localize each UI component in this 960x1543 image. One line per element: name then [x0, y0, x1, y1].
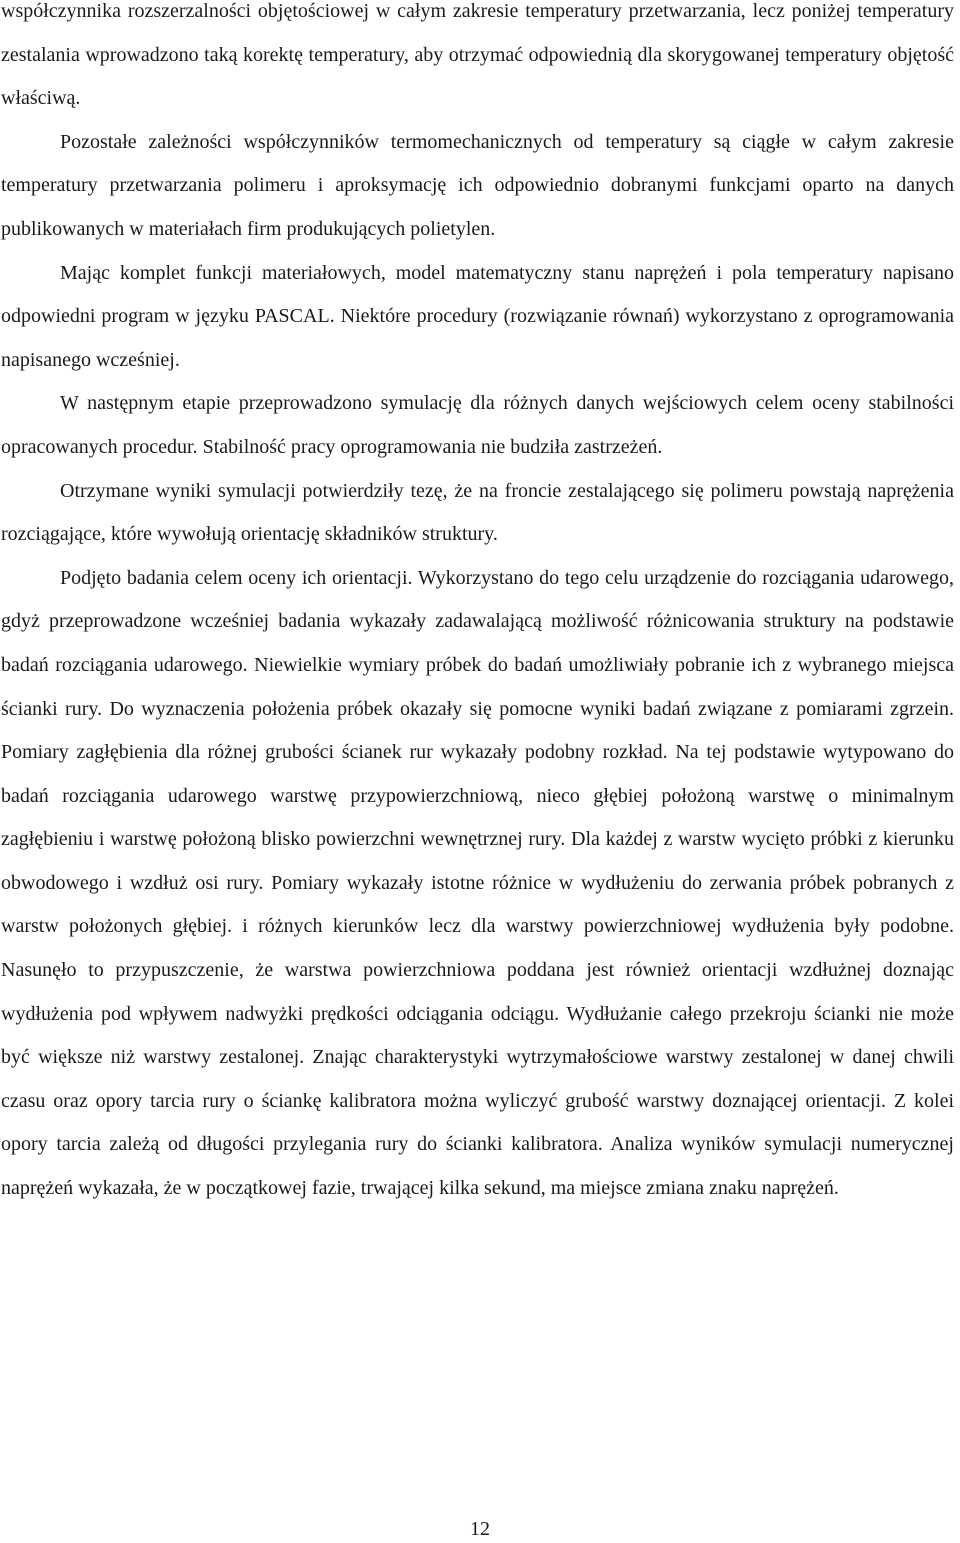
paragraph-simulation-results: Otrzymane wyniki symulacji potwierdziły tezę, że na froncie zestalającego się polimeru powstają naprężenia rozciągające, które wywołują orientację składników struktury. — [1, 479, 954, 546]
paragraph-simulation-stability: W następnym etapie przeprowadzono symulację dla różnych danych wejściowych celem oceny stabilności opracowanych procedur. Stabilność pracy oprogramowania nie budziła zastrzeżeń. — [1, 392, 954, 458]
paragraph-thermomechanical-coefficients: Pozostałe zależności współczynników termomechanicznych od temperatury są ciągłe w całym zakresie temperatury przetwarzania polimeru i aproksymację ich odpowiednio dobranymi funkcjami oparto na danych publikowanych w materiałach firm produkujących polietylen. — [1, 130, 954, 240]
paragraph-pascal-program: Mając komplet funkcji materiałowych, model matematyczny stanu naprężeń i pola temperatury napisano odpowiedni program w języku PASCAL. Niektóre procedury (rozwiązanie równań) wykorzystano z oprogramowania napisanego wcześniej. — [1, 261, 954, 371]
body-text — [1, 0, 954, 1211]
paragraph-orientation-study: Podjęto badania celem oceny ich orientacji. Wykorzystano do tego celu urządzenie do rozciągania udarowego, gdyż przeprowadzone wcześniej badania wykazały zadawalającą możliwość różnicowania struktury na podstawie badań rozciągania udarowego. Niewielkie wymiary próbek do badań umożliwiały pobranie ich z wybranego miejsca ścianki rury. Do wyznaczenia położenia próbek okazały się pomocne wyniki badań związane z pomiarami zgrzein. Pomiary zagłębienia dla różnej grubości ścianek rur wykazały podobny rozkład. Na tej podstawie wytypowano do badań rozciągania udarowego warstwę przypowierzchniową, nieco głębiej położoną warstwę o minimalnym zagłębieniu i warstwę położoną blisko powierzchni wewnętrznej rury. Dla każdej z warstw wycięto próbki z kierunku obwodowego i wzdłuż osi rury. Pomiary wykazały istotne różnice w wydłużeniu do zerwania próbek pobranych z warstw położonych głębiej. i różnych kierunków lecz dla warstwy powierzchniowej wydłużenia były podobne. Nasunęło to przypuszczenie, że warstwa powierzchniowa poddana jest również orientacji wzdłużnej doznając wydłużenia pod wpływem nadwyżki prędkości odciągania odciągu. Wydłużanie całego przekroju ścianki nie może być większe niż warstwy zestalonej. Znając charakterystyki wytrzymałościowe warstwy zestalonej w danej chwili czasu oraz opory tarcia rury o ściankę kalibratora można wyliczyć grubość warstwy doznającej orientacji. Z kolei opory tarcia zależą od długości przylegania rury do ścianki kalibratora. Analiza wyników symulacji numerycznej naprężeń wykazała, że w początkowej fazie, trwającej kilka sekund, ma miejsce zmiana znaku naprężeń. — [1, 566, 954, 1200]
page-number: 12 — [470, 1518, 490, 1540]
paragraph-continuation: współczynnika rozszerzalności objętościowej w całym zakresie temperatury przetwarzania, lecz poniżej temperatury zestalania wprowadzono taką korektę temperatury, aby otrzymać odpowiednią dla skorygowanej temperatury objętość właściwą. — [1, 0, 954, 110]
